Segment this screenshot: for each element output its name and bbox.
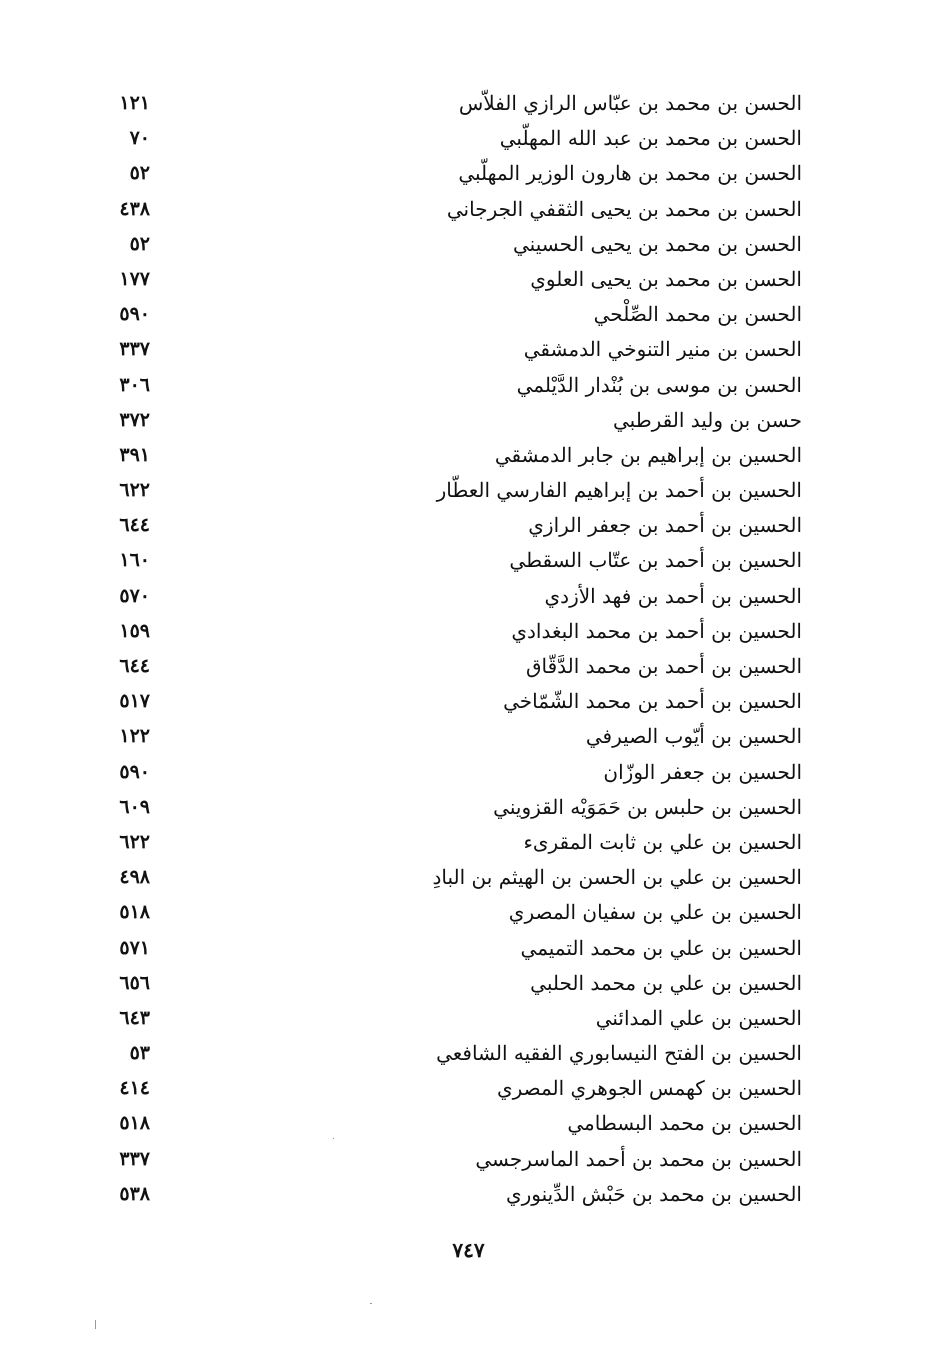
entry-name: الحسين بن علي بن محمد التميمي — [520, 935, 802, 960]
entry-name: الحسين بن إبراهيم بن جابر الدمشقي — [494, 442, 802, 467]
entry-page-number: ١٥٩ — [119, 619, 150, 642]
index-entry — [100, 403, 802, 438]
entry-name: الحسين بن كهمس الجوهري المصري — [496, 1076, 802, 1101]
entry-page-number: ٤١٤ — [119, 1077, 150, 1100]
index-entry — [100, 332, 802, 367]
entry-page-number: ٣٣٧ — [119, 338, 150, 361]
entry-name: الحسن بن محمد الصِّلْحي — [593, 302, 802, 327]
entry-page-number: ٦٤٤ — [119, 514, 150, 537]
index-entry — [100, 614, 802, 649]
entry-name: الحسين بن أيّوب الصيرفي — [585, 724, 802, 749]
index-entry — [100, 895, 802, 930]
entry-name: الحسن بن منير التنوخي الدمشقي — [523, 337, 802, 362]
entry-page-number: ٥٩٠ — [119, 303, 150, 326]
entry-name: الحسين بن علي بن الحسن بن الهيثم بن البادِ — [432, 865, 802, 890]
index-entry — [100, 860, 802, 895]
scan-speck — [370, 1303, 372, 1304]
entry-name: الحسين بن أحمد بن محمد الشّمّاخي — [503, 689, 802, 714]
entry-page-number: ٥٧١ — [119, 936, 150, 959]
index-entry — [100, 579, 802, 614]
entry-page-number: ٤٣٨ — [119, 197, 150, 220]
entry-name: الحسين بن أحمد بن جعفر الرازي — [528, 513, 802, 538]
index-entry — [100, 790, 802, 825]
index-entry — [100, 438, 802, 473]
entry-page-number: ٥١٨ — [119, 1112, 150, 1135]
index-entry — [100, 262, 802, 297]
entry-page-number: ٣٠٦ — [119, 373, 150, 396]
scan-speck — [333, 1138, 334, 1139]
index-entry — [100, 192, 802, 227]
entry-name: الحسن بن محمد بن عبّاس الرازي الفلاّس — [458, 91, 802, 115]
index-entry — [100, 719, 802, 754]
entry-page-number: ٦٢٢ — [119, 479, 150, 502]
entry-page-number: ٣٩١ — [119, 443, 150, 466]
index-entry — [100, 297, 802, 332]
entry-page-number: ٧٠ — [129, 127, 150, 150]
entry-page-number: ١٦٠ — [119, 549, 150, 572]
entry-page-number: ٣٧٢ — [119, 408, 150, 431]
entry-name: الحسين بن الفتح النيسابوري الفقيه الشافعي — [436, 1041, 802, 1066]
index-entry — [100, 931, 802, 966]
index-entry — [100, 368, 802, 403]
entry-name: الحسين بن أحمد بن فهد الأزدي — [544, 583, 802, 608]
entry-name: الحسين بن علي بن محمد الحلبي — [530, 970, 802, 995]
entry-name: الحسن بن محمد بن يحيى العلوي — [530, 266, 802, 291]
entry-name: الحسن بن محمد بن عبد الله المهلّبي — [499, 126, 802, 151]
entry-name: الحسين بن محمد بن أحمد الماسرجسي — [475, 1146, 802, 1171]
entry-name: الحسين بن محمد البسطامي — [567, 1111, 802, 1136]
index-entry — [100, 1142, 802, 1177]
index-entry — [100, 1106, 802, 1141]
entry-name: الحسين بن علي بن ثابت المقرىء — [523, 829, 802, 854]
entry-page-number: ١٢١ — [119, 92, 150, 114]
index-entry — [100, 1177, 802, 1212]
index-entry — [100, 825, 802, 860]
entry-page-number: ١٧٧ — [119, 267, 150, 290]
entry-page-number: ٥٣ — [129, 1042, 150, 1065]
entry-page-number: ٤٩٨ — [119, 866, 150, 889]
index-list — [100, 86, 802, 1212]
entry-page-number: ٦٢٢ — [119, 830, 150, 853]
entry-name: الحسين بن علي بن سفيان المصري — [508, 900, 802, 925]
index-entry — [100, 86, 802, 121]
entry-page-number: ٥٧٠ — [119, 584, 150, 607]
entry-page-number: ٥١٨ — [119, 901, 150, 924]
index-entry — [100, 543, 802, 578]
index-entry — [100, 227, 802, 262]
entry-name: حسن بن وليد القرطبي — [612, 407, 802, 432]
page-number: ٧٤٧ — [452, 1238, 485, 1262]
entry-name: الحسن بن محمد بن يحيى الحسيني — [512, 231, 802, 256]
index-entry — [100, 1071, 802, 1106]
index-entry — [100, 755, 802, 790]
entry-page-number: ٦٤٤ — [119, 655, 150, 677]
index-entry — [100, 473, 802, 508]
entry-page-number: ٥٢ — [129, 162, 150, 185]
index-entry — [100, 121, 802, 156]
entry-name: الحسين بن أحمد بن محمد البغدادي — [511, 618, 802, 643]
index-entry — [100, 966, 802, 1001]
entry-page-number: ٦٥٦ — [119, 971, 150, 994]
scan-speck — [95, 1320, 96, 1329]
entry-page-number: ٦٠٩ — [119, 795, 150, 818]
entry-page-number: ١٢٢ — [119, 725, 150, 748]
entry-page-number: ٥٩٠ — [119, 760, 150, 783]
index-entry — [100, 156, 802, 191]
entry-name: الحسين بن أحمد بن عتّاب السقطي — [509, 548, 802, 573]
entry-page-number: ٥١٧ — [119, 690, 150, 713]
entry-page-number: ٣٣٧ — [119, 1147, 150, 1170]
entry-page-number: ٦٤٣ — [119, 1006, 150, 1029]
entry-page-number: ٥٢ — [129, 232, 150, 255]
entry-name: الحسين بن حلبس بن حَمَوَيْه القزويني — [493, 794, 802, 819]
entry-name: الحسين بن أحمد بن محمد الدَّقّاق — [525, 654, 802, 678]
index-entry — [100, 1036, 802, 1071]
entry-name: الحسين بن أحمد بن إبراهيم الفارسي العطّار — [436, 478, 802, 503]
entry-name: الحسن بن محمد بن يحيى الثقفي الجرجاني — [446, 196, 802, 221]
entry-name: الحسين بن علي المدائني — [595, 1005, 802, 1030]
entry-page-number: ٥٣٨ — [119, 1182, 150, 1205]
entry-name: الحسين بن جعفر الوزّان — [603, 759, 802, 784]
entry-name: الحسن بن موسى بن بُنْدار الدَّيْلمي — [516, 372, 802, 397]
index-entry — [100, 649, 802, 684]
index-entry — [100, 1001, 802, 1036]
entry-name: الحسن بن محمد بن هارون الوزير المهلّبي — [458, 161, 802, 186]
index-entry — [100, 684, 802, 719]
index-entry — [100, 508, 802, 543]
entry-name: الحسين بن محمد بن حَبْش الدِّينوري — [505, 1181, 802, 1206]
